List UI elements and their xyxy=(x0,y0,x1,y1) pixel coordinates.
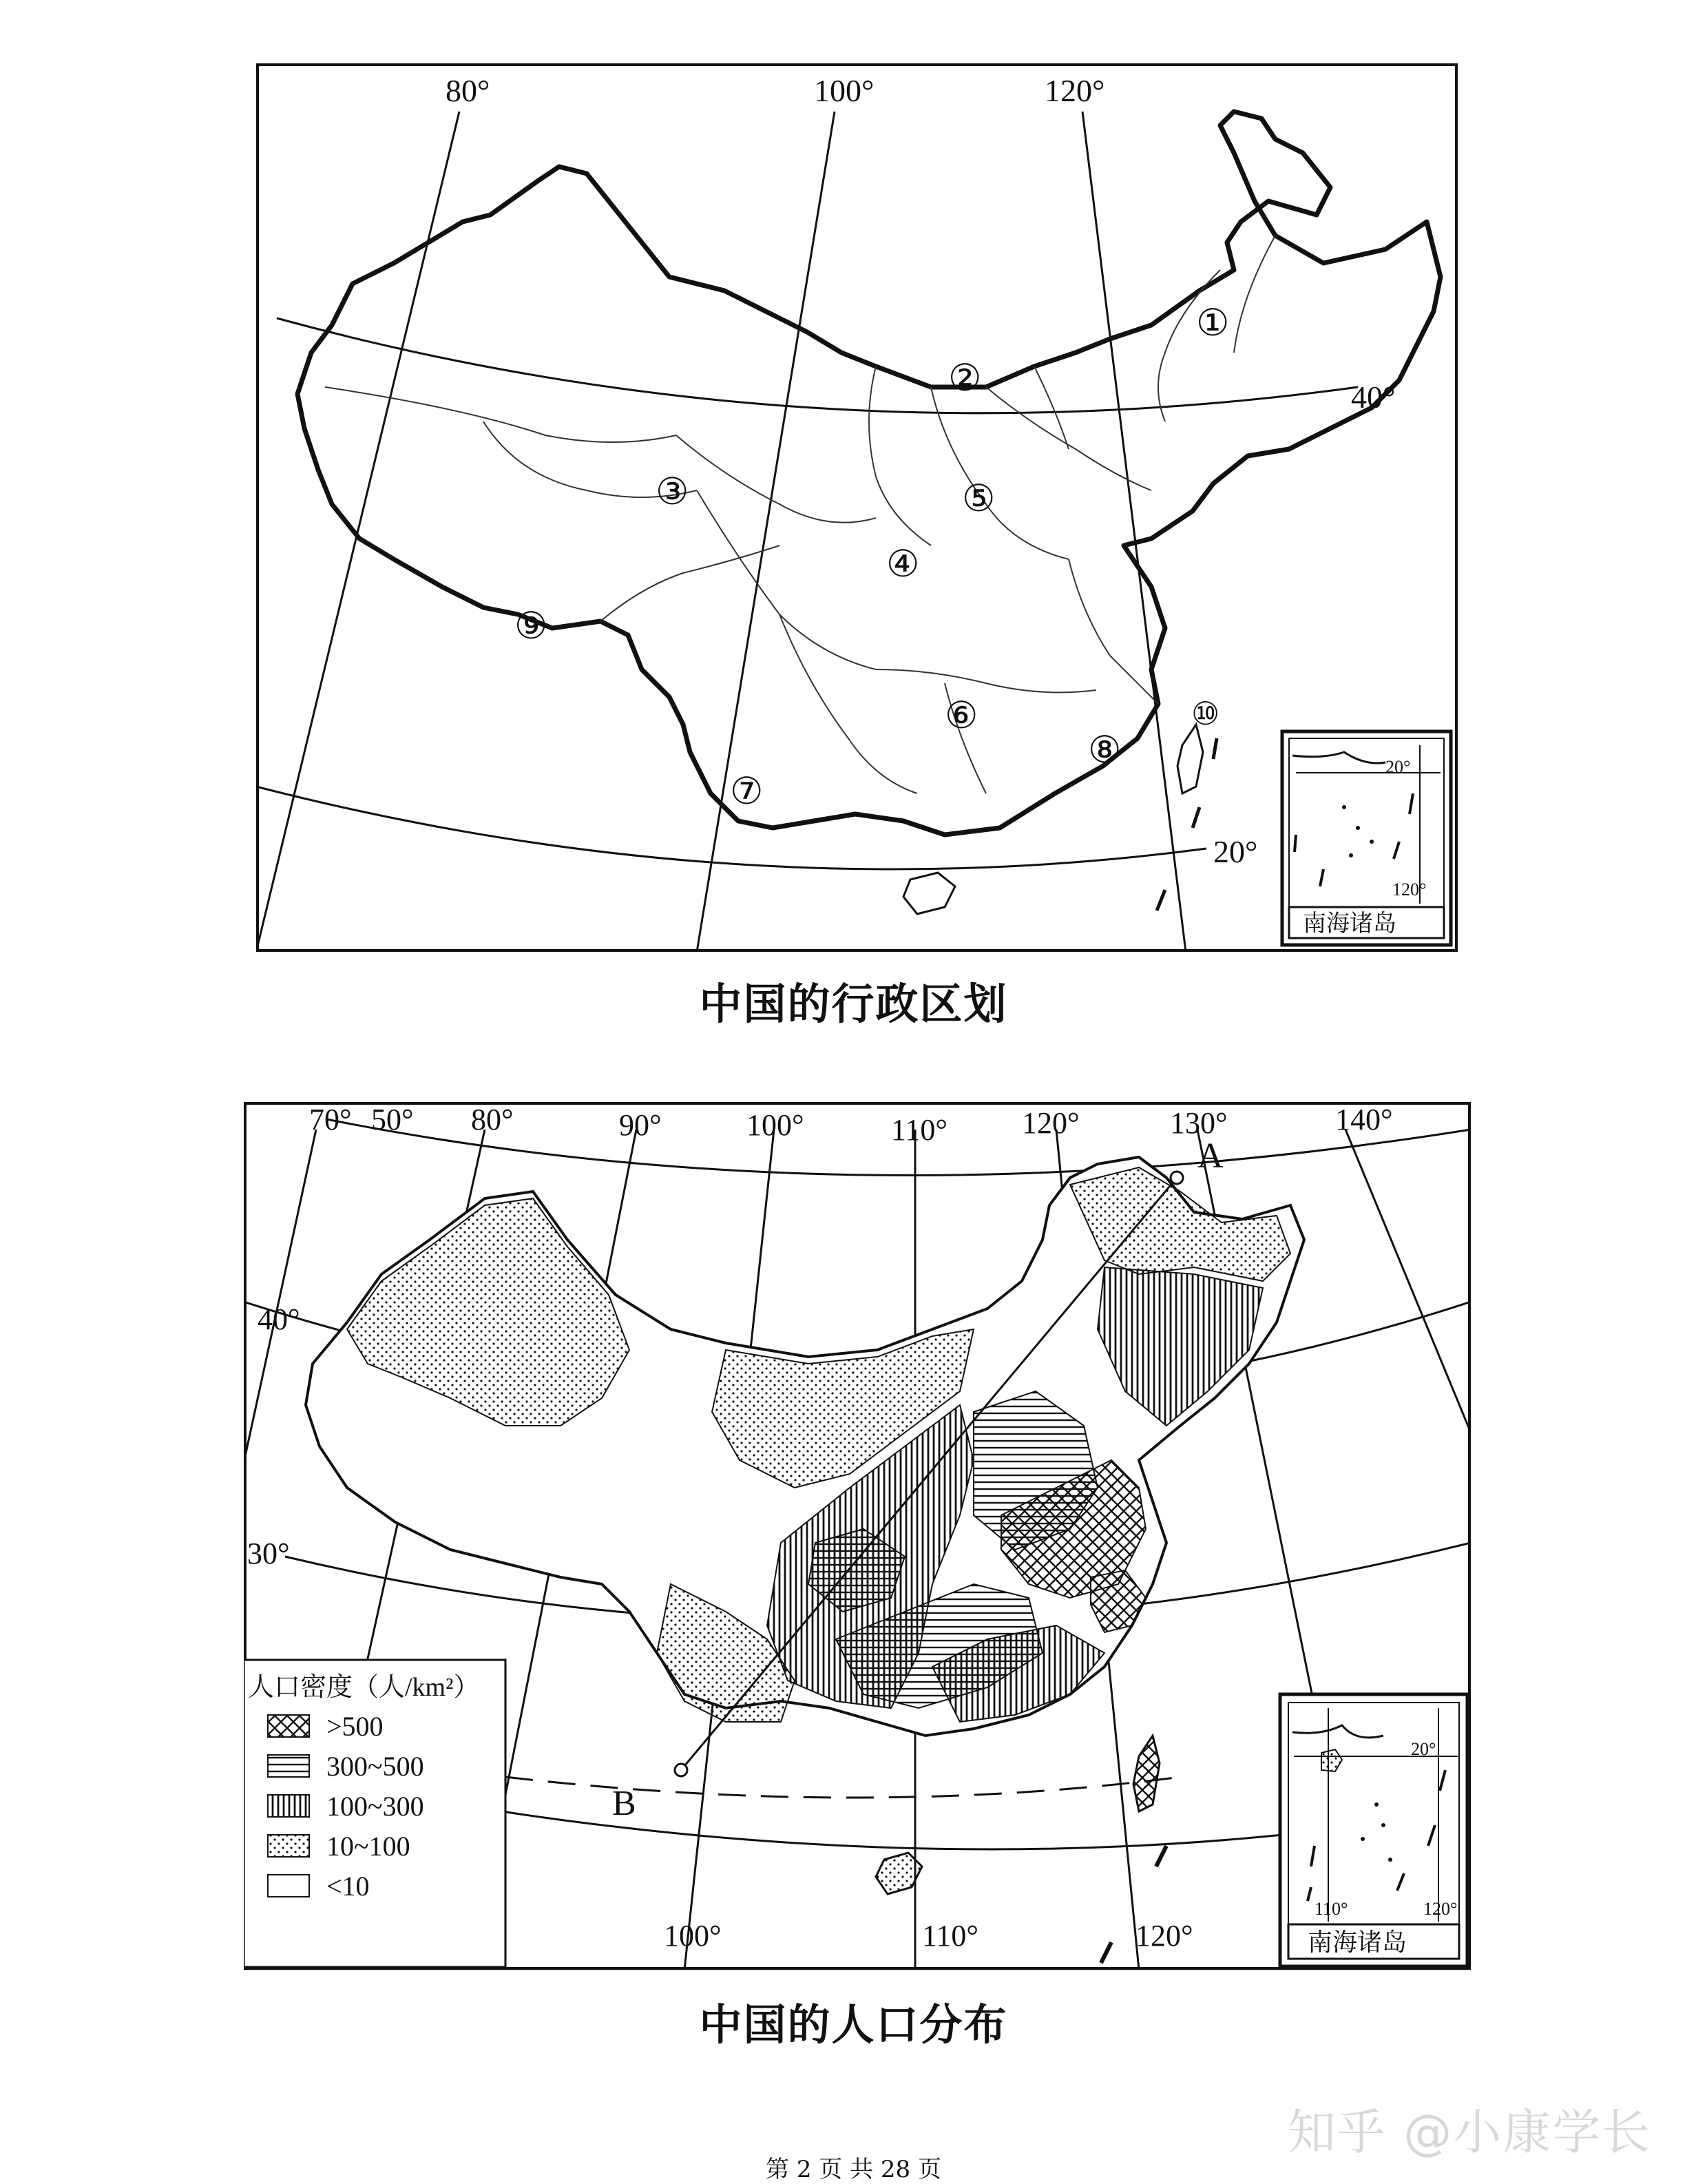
pop-lon-120: 120° xyxy=(1022,1106,1080,1140)
point-b-circle xyxy=(675,1764,687,1776)
marker-7: ⑦ xyxy=(730,771,764,812)
admin-lon-120: 120° xyxy=(1045,73,1105,108)
legend-swatch-10-100 xyxy=(268,1835,309,1857)
legend-label-under-10: <10 xyxy=(326,1871,370,1902)
pop-lon-80: 80° xyxy=(471,1103,514,1136)
pop-lat-50: 50° xyxy=(371,1103,414,1136)
population-map-canvas xyxy=(244,1102,1471,1970)
legend-item-4 xyxy=(268,1831,410,1862)
pop-lat-30: 30° xyxy=(247,1537,290,1570)
marker-4: ④ xyxy=(886,543,920,585)
marker-2: ② xyxy=(948,357,982,399)
population-map xyxy=(244,1102,1471,1970)
admin-map xyxy=(256,63,1458,952)
pop-lon-100: 100° xyxy=(746,1108,804,1142)
point-b-label: B xyxy=(612,1784,636,1823)
legend-label-300-500: 300~500 xyxy=(326,1751,424,1782)
marker-8: ⑧ xyxy=(1088,729,1122,771)
admin-inset-lat: 20° xyxy=(1385,757,1411,777)
pop-lon-70: 70° xyxy=(309,1103,352,1136)
population-legend xyxy=(244,1660,505,1967)
marker-1: ① xyxy=(1196,302,1230,344)
population-inset xyxy=(1280,1694,1467,1966)
watermark-text: 知乎 @小康学长 xyxy=(1288,2104,1652,2161)
pop-lon-bottom-110: 110° xyxy=(922,1919,978,1953)
pop-lon-140: 140° xyxy=(1335,1103,1393,1136)
pop-inset-title: 南海诸岛 xyxy=(1308,1928,1407,1956)
admin-lon-80: 80° xyxy=(446,73,490,108)
marker-10: ⑩ xyxy=(1191,696,1220,731)
point-a-label: A xyxy=(1197,1136,1224,1176)
pop-lat-40: 40° xyxy=(258,1302,300,1336)
admin-map-canvas xyxy=(256,63,1458,952)
legend-swatch-under-10 xyxy=(268,1875,309,1897)
population-map-caption: 中国的人口分布 xyxy=(699,1999,1008,2050)
pop-lon-110: 110° xyxy=(891,1113,947,1147)
admin-inset-lon: 120° xyxy=(1392,880,1427,899)
legend-label-10-100: 10~100 xyxy=(326,1831,410,1862)
pop-inset-lon-left: 110° xyxy=(1315,1899,1348,1919)
marker-3: ③ xyxy=(656,471,689,512)
legend-item-3 xyxy=(268,1791,424,1822)
admin-inset xyxy=(1282,731,1451,945)
legend-label-over-500: >500 xyxy=(326,1711,384,1742)
admin-inset-title: 南海诸岛 xyxy=(1303,911,1396,937)
pop-lon-130: 130° xyxy=(1170,1106,1228,1140)
marker-6: ⑥ xyxy=(945,695,978,736)
page-footer: 第 2 页 共 28 页 xyxy=(766,2156,941,2183)
legend-swatch-300-500 xyxy=(268,1755,309,1777)
admin-map-caption: 中国的行政区划 xyxy=(699,979,1008,1029)
legend-swatch-100-300 xyxy=(268,1795,309,1817)
admin-lat-40: 40° xyxy=(1351,379,1396,415)
point-a-circle xyxy=(1171,1172,1183,1184)
marker-9: ⑨ xyxy=(514,605,548,647)
pop-lon-bottom-100: 100° xyxy=(664,1919,722,1953)
admin-lat-20: 20° xyxy=(1213,834,1258,869)
pop-inset-lat: 20° xyxy=(1411,1739,1436,1759)
pop-inset-lon-right: 120° xyxy=(1423,1899,1458,1919)
pop-lon-90: 90° xyxy=(619,1108,662,1142)
legend-label-100-300: 100~300 xyxy=(326,1791,424,1822)
admin-map-frame xyxy=(258,65,1456,950)
admin-lon-100: 100° xyxy=(814,73,875,108)
legend-item-2 xyxy=(268,1751,424,1782)
pop-lon-bottom-120: 120° xyxy=(1135,1919,1193,1953)
marker-5: ⑤ xyxy=(962,478,996,519)
legend-swatch-over-500 xyxy=(268,1715,309,1737)
legend-title: 人口密度（人/km²） xyxy=(248,1673,480,1702)
